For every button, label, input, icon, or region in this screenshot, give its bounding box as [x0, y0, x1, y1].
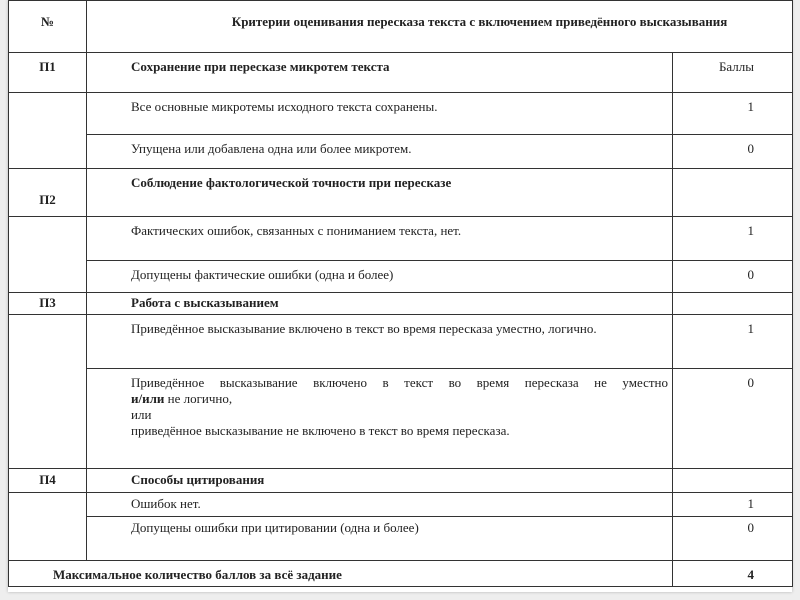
header-title: Критерии оценивания пересказа текста с включением приведённого высказывания [87, 1, 793, 53]
criterion-row [9, 369, 793, 469]
section-code: П1 [9, 53, 87, 93]
criterion-text: Допущены ошибки при цитировании (одна и более) [87, 517, 673, 561]
section-p3-title-row [9, 293, 793, 315]
empty-points-cell [673, 169, 793, 217]
criterion-row [9, 493, 793, 517]
criterion-text: Фактических ошибок, связанных с пониманием текста, нет. [87, 217, 673, 261]
section-code: П2 [9, 169, 87, 217]
criterion-row [9, 93, 793, 135]
criterion-text: Приведённое высказывание включено в текст во время пересказа уместно, логично. [87, 315, 673, 369]
total-value: 4 [673, 561, 793, 587]
points-header: Баллы [673, 53, 793, 93]
criterion-row [9, 517, 793, 561]
empty-points-cell [673, 469, 793, 493]
section-title: Сохранение при пересказе микротем текста [87, 53, 673, 93]
criterion-row [9, 261, 793, 293]
empty-code-cell [9, 315, 87, 469]
section-p4-title-row [9, 469, 793, 493]
criterion-points: 0 [673, 369, 793, 469]
criterion-points: 1 [673, 493, 793, 517]
criterion-text: Допущены фактические ошибки (одна и более) [87, 261, 673, 293]
criterion-row [9, 315, 793, 369]
total-label: Максимальное количество баллов за всё задание [9, 561, 673, 587]
criterion-points: 1 [673, 93, 793, 135]
criterion-text-bold: и/или [131, 391, 165, 406]
section-title: Работа с высказыванием [87, 293, 673, 315]
criterion-points: 0 [673, 261, 793, 293]
criterion-row [9, 135, 793, 169]
header-num: № [9, 1, 87, 53]
section-title: Способы цитирования [87, 469, 673, 493]
document-page [8, 0, 792, 592]
criterion-row [9, 217, 793, 261]
section-p1-title-row [9, 53, 793, 93]
criteria-table [8, 0, 793, 587]
criterion-points: 0 [673, 135, 793, 169]
criterion-text-line4: приведённое высказывание не включено в текст во время пересказа. [131, 423, 510, 438]
criterion-points: 0 [673, 517, 793, 561]
empty-code-cell [9, 217, 87, 293]
criterion-text-line2 [131, 391, 668, 407]
criterion-text-tail: не логично, [164, 391, 233, 406]
criterion-text: Упущена или добавлена одна или более микротем. [87, 135, 673, 169]
table-header-row [9, 1, 793, 53]
criterion-text-line1: Приведённое высказывание включено в текст во время пересказа не уместно [131, 375, 668, 390]
criterion-points: 1 [673, 217, 793, 261]
criterion-text: Все основные микротемы исходного текста сохранены. [87, 93, 673, 135]
section-code: П3 [9, 293, 87, 315]
empty-code-cell [9, 493, 87, 561]
section-code: П4 [9, 469, 87, 493]
empty-points-cell [673, 293, 793, 315]
section-title: Соблюдение фактологической точности при пересказе [87, 169, 673, 217]
empty-code-cell [9, 93, 87, 169]
criterion-text-line3: или [131, 407, 152, 422]
total-row [9, 561, 793, 587]
criterion-text: Ошибок нет. [87, 493, 673, 517]
criterion-text-multi [87, 369, 673, 469]
criterion-points: 1 [673, 315, 793, 369]
section-p2-title-row [9, 169, 793, 217]
